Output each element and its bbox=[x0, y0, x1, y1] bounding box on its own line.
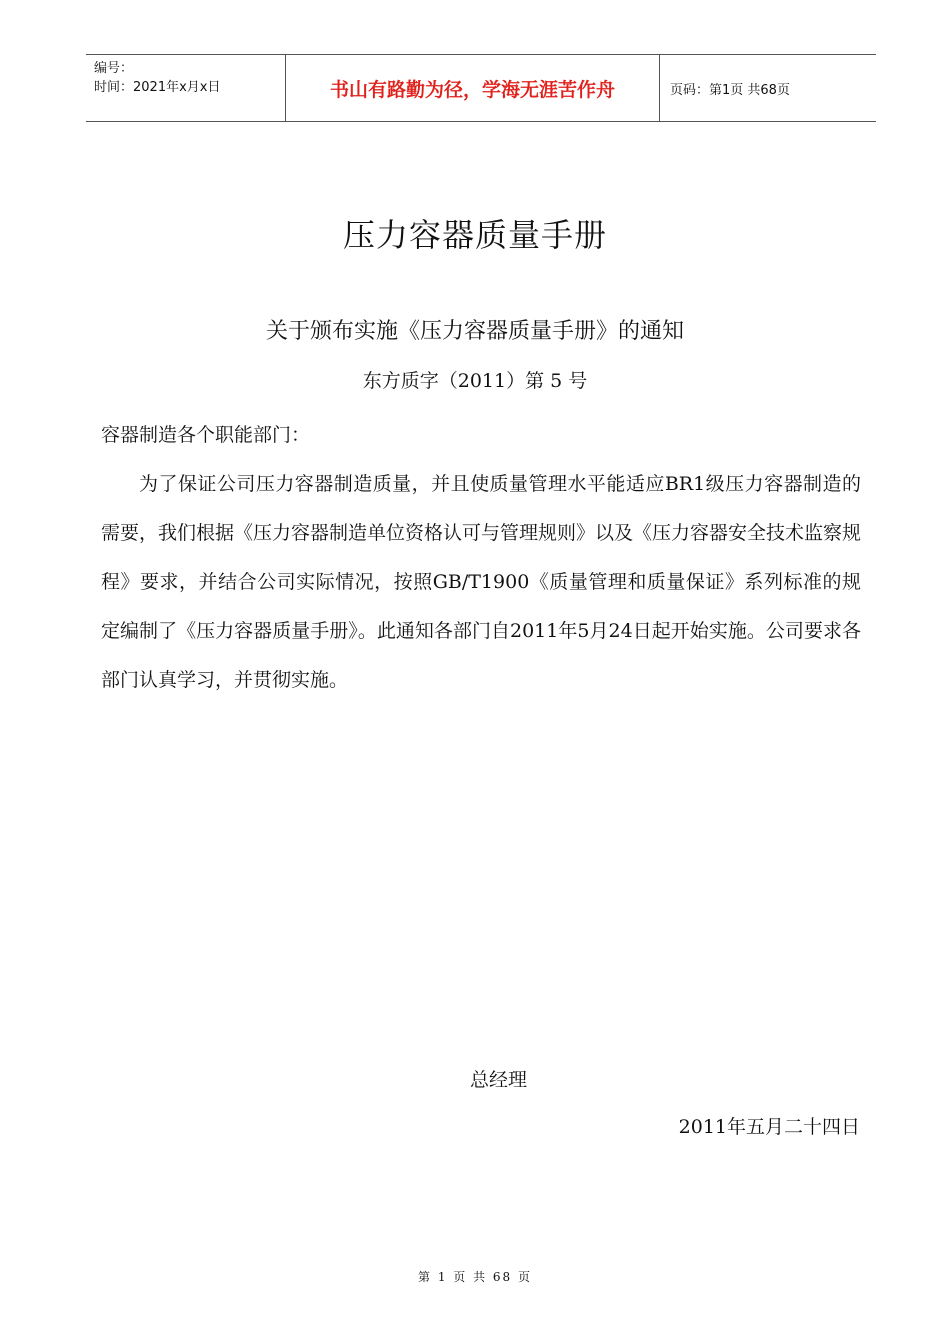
time-label: 时间：2021年x月x日 bbox=[94, 80, 221, 95]
document-title: 压力容器质量手册 bbox=[342, 216, 607, 254]
header-page-info: 页码：第1页 共68页 bbox=[670, 82, 790, 98]
signer: 总经理 bbox=[470, 1069, 528, 1091]
page-header bbox=[86, 54, 876, 122]
page-footer: 第 1 页 共 68 页 bbox=[418, 1270, 532, 1284]
number-label: 编号： bbox=[94, 61, 134, 76]
salutation: 容器制造各个职能部门： bbox=[101, 424, 311, 446]
header-motto: 书山有路勤为径，学海无涯苦作舟 bbox=[286, 55, 660, 121]
body-paragraph: 为了保证公司压力容器制造质量，并且使质量管理水平能适应BR1级压力容器制造的需要，我们根据《压力容器制造单位资格认可与管理规则》以及《压力容器安全技术监察规程》要求，并结合公司实际情况，按照GB/T1900《质量管理和质量保证》系列标准的规定编制了《压力容器质量手册》。此通知各部门自2011年5月24日起开始实施。公司要求各部门认真学习，并贯彻实施。 bbox=[101, 473, 862, 691]
header-meta bbox=[86, 55, 286, 121]
document-subtitle: 关于颁布实施《压力容器质量手册》的通知 bbox=[265, 319, 684, 344]
document-number: 东方质字（2011）第 5 号 bbox=[362, 370, 588, 392]
sign-date: 2011年五月二十四日 bbox=[678, 1116, 860, 1138]
